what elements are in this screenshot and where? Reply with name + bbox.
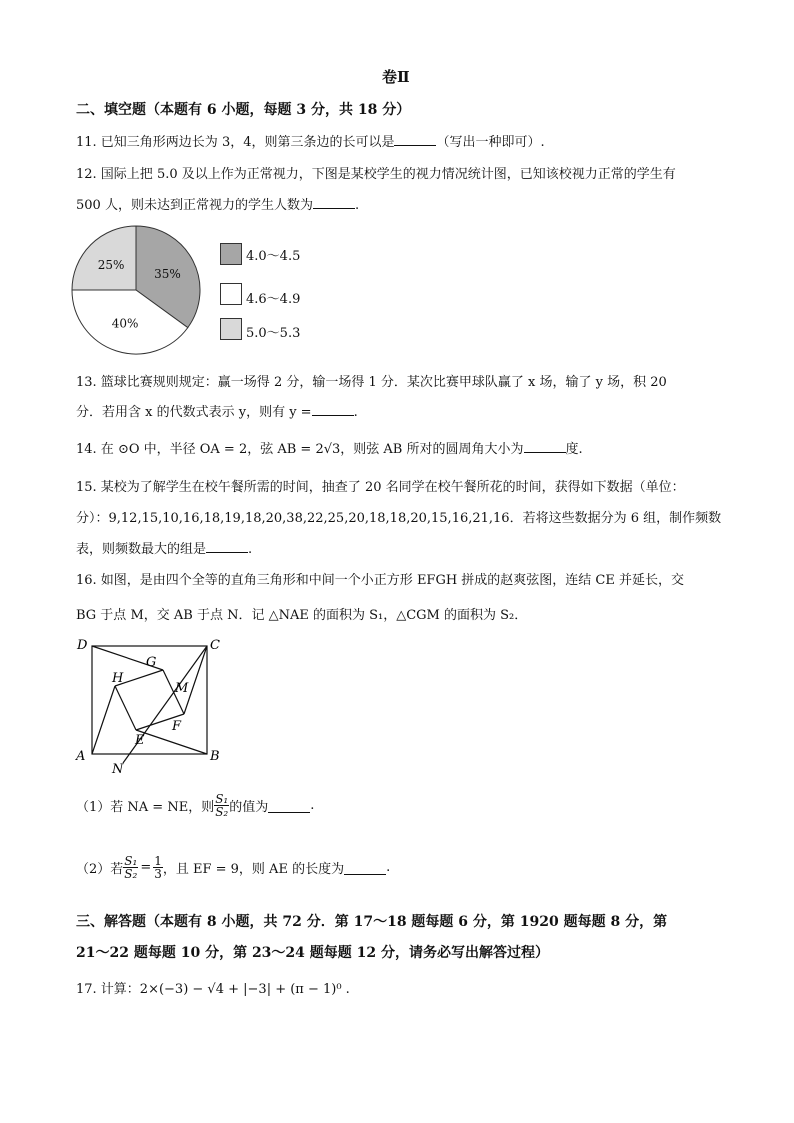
question-13-text: 分．若用含 x 的代数式表示 y，则有 y = [76, 405, 312, 420]
zhao-shuang-diagram [72, 634, 222, 776]
label-F: F [172, 719, 182, 734]
line-AH [92, 686, 115, 754]
question-14-text: 14. 在 ⊙O 中，半径 OA = 2，弦 AB = 2√3，则弦 AB 所对的圆周角大小为 [76, 442, 524, 457]
label-E: E [135, 733, 145, 748]
question-13-line1: 13. 篮球比赛规则规定：赢一场得 2 分，输一场得 1 分．某次比赛甲球队赢了 x 场，输了 y 场，积 20 [76, 375, 667, 390]
legend-swatch-4.6-4.9 [220, 283, 242, 305]
answer-blank [312, 402, 354, 416]
question-13-tail: . [353, 405, 358, 420]
legend-label-4.0-4.5: 4.0～4.5 [246, 249, 301, 264]
section-heading-fill-in: 二、填空题（本题有 6 小题，每题 3 分，共 18 分） [76, 102, 411, 118]
label-D: D [77, 638, 88, 653]
question-16-part1 [76, 793, 314, 818]
question-16-line2: BG 于点 M，交 AB 于点 N．记 △NAE 的面积为 S₁，△CGM 的面积为 S₂． [76, 608, 528, 623]
question-16-line1: 16. 如图，是由四个全等的直角三角形和中间一个小正方形 EFGH 拼成的赵爽弦图，连结 CE 并延长，交 [76, 573, 685, 588]
answer-blank [268, 799, 310, 813]
question-14 [76, 438, 583, 457]
question-15-line1: 15. 某校为了解学生在校午餐所需的时间，抽查了 20 名同学在校午餐所花的时间，获得如下数据（单位： [76, 480, 685, 495]
answer-blank [344, 861, 386, 875]
fraction-s1-over-s2 [214, 793, 229, 818]
fraction-denominator: S₂ [215, 805, 229, 819]
label-B: B [210, 749, 220, 764]
label-G: G [146, 655, 157, 670]
legend-label-5.0-5.3: 5.0～5.3 [246, 326, 301, 341]
question-16-part2 [76, 855, 390, 880]
question-15-tail: . [248, 542, 253, 557]
fraction-s1-over-s2 [123, 855, 138, 880]
label-C: C [210, 638, 220, 653]
section-heading-solve-line2: 21～22 题每题 10 分，第 23～24 题每题 12 分，请务必写出解答过程） [76, 945, 550, 961]
fraction-numerator: 1 [154, 854, 162, 868]
fraction-numerator: S₁ [124, 854, 138, 868]
question-12-text: 500 人，则未达到正常视力的学生人数为 [76, 198, 313, 213]
pie-slice-label: 40% [111, 316, 139, 331]
part1-suffix: 的值为 [229, 800, 269, 815]
answer-blank [394, 132, 436, 146]
question-11-text: 11. 已知三角形两边长为 3，4，则第三条边的长可以是 [76, 135, 395, 150]
question-12-tail: . [354, 198, 360, 213]
part1-prefix: （1）若 NA = NE，则 [76, 800, 215, 815]
pie-chart [66, 222, 206, 358]
answer-blank [524, 439, 566, 453]
question-12-line2 [76, 194, 359, 213]
pie-slice-label: 25% [97, 258, 125, 273]
section-heading-solve-line1: 三、解答题（本题有 8 小题，共 72 分．第 17～18 题每题 6 分，第 1920 题每题 8 分，第 [76, 914, 668, 930]
question-14-tail: 度. [565, 442, 583, 457]
legend-swatch-4.0-4.5 [220, 243, 242, 265]
part1-tail: . [310, 798, 315, 813]
square-EH [115, 686, 136, 730]
answer-blank [206, 539, 248, 553]
question-12-line1: 12. 国际上把 5.0 及以上作为正常视力，下图是某校学生的视力情况统计图，已知该校视力正常的学生有 [76, 167, 676, 182]
legend-swatch-5.0-5.3 [220, 318, 242, 340]
fraction-numerator: S₁ [215, 792, 229, 806]
fraction-denominator: S₂ [124, 867, 138, 881]
label-H: H [112, 671, 124, 686]
question-13-line2 [76, 401, 358, 420]
question-11-tail: （写出一种即可）. [436, 135, 545, 150]
question-15-text: 表，则频数最大的组是 [76, 542, 207, 557]
label-N: N [112, 762, 124, 776]
part2-suffix: ，且 EF = 9，则 AE 的长度为 [162, 862, 345, 877]
question-15-line2: 分）：9,12,15,10,16,18,19,18,20,38,22,25,20,18,18,20,15,16,21,16．若将这些数据分为 6 组，制作频数 [76, 511, 722, 526]
fraction-denominator: 3 [154, 867, 162, 881]
question-15-line3 [76, 538, 252, 557]
answer-blank [313, 195, 355, 209]
question-17: 17. 计算：2×(−3) − √4 + |−3| + (π − 1)⁰ . [76, 982, 350, 997]
part2-equals: = [140, 860, 152, 875]
fraction-one-third [153, 855, 163, 880]
legend-label-4.6-4.9: 4.6～4.9 [246, 292, 301, 307]
part2-tail: . [386, 860, 391, 875]
paper-title: 卷Ⅱ [382, 68, 410, 86]
label-A: A [76, 749, 86, 764]
part2-prefix: （2）若 [76, 862, 124, 877]
line-CF [184, 646, 207, 714]
pie-slice-label: 35% [154, 267, 181, 281]
question-11 [76, 131, 545, 150]
label-M: M [175, 681, 189, 696]
